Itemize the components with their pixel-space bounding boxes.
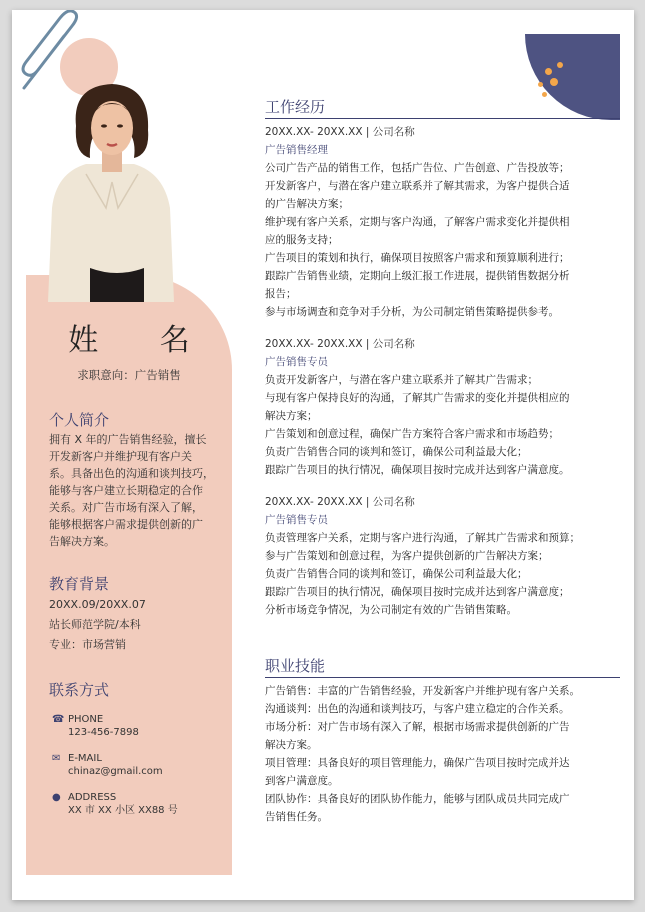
contact-value: 123-456-7898 xyxy=(68,727,139,738)
job-line: 跟踪广告项目的执行情况，确保项目按时完成并达到客户满意度； xyxy=(265,586,570,598)
job-period: 20XX.XX- 20XX.XX | 公司名称 xyxy=(265,126,415,138)
skills-section xyxy=(265,655,620,826)
job-line: 的广告解决方案； xyxy=(265,198,349,210)
skill-line: 广告销售：丰富的广告销售经验，开发新客户并维护现有客户关系。 xyxy=(265,685,580,697)
job-entry xyxy=(265,335,620,479)
job-line: 负责广告销售合同的谈判和签订，确保公司利益最大化； xyxy=(265,568,528,580)
job-line: 跟踪广告销售业绩，定期向上级汇报工作进展，提供销售数据分析 xyxy=(265,270,570,282)
work-title: 工作经历 xyxy=(265,96,620,119)
contact-value: chinaz@gmail.com xyxy=(68,766,163,777)
job-line: 解决方案； xyxy=(265,410,318,422)
job-line: 应的服务支持； xyxy=(265,234,339,246)
skill-line: 沟通谈判：出色的沟通和谈判技巧，与客户建立稳定的合作关系。 xyxy=(265,703,570,715)
job-line: 跟踪广告项目的执行情况，确保项目按时完成并达到客户满意度。 xyxy=(265,464,570,476)
job-line: 负责管理客户关系，定期与客户进行沟通，了解其广告需求和预算； xyxy=(265,532,580,544)
intro-text xyxy=(49,431,217,550)
job-role: 广告销售经理 xyxy=(265,144,328,156)
resume-page xyxy=(12,10,634,900)
work-experience-section xyxy=(265,96,620,619)
job-line: 参与市场调查和竞争对手分析，为公司制定销售策略提供参考。 xyxy=(265,306,559,318)
intro-title: 个人简介 xyxy=(49,411,110,429)
skill-line: 项目管理：具备良好的项目管理能力，确保广告项目按时完成并达 xyxy=(265,757,570,769)
job-entry xyxy=(265,123,620,321)
location-pin-icon: ● xyxy=(52,792,61,803)
decorative-dot xyxy=(538,82,543,87)
paperclip-icon xyxy=(16,10,86,94)
decorative-dot xyxy=(557,62,563,68)
job-line: 负责开发新客户，与潜在客户建立联系并了解其广告需求； xyxy=(265,374,538,386)
intro-line: 告解决方案。 xyxy=(49,535,115,548)
job-line: 参与广告策划和创意过程，为客户提供创新的广告解决方案； xyxy=(265,550,549,562)
education-line: 20XX.09/20XX.07 xyxy=(49,598,146,611)
job-entry xyxy=(265,493,620,619)
job-line: 开发新客户，与潜在客户建立联系并了解其需求，为客户提供合适 xyxy=(265,180,570,192)
education-title: 教育背景 xyxy=(49,575,110,593)
skill-line: 团队协作：具备良好的团队协作能力，能够与团队成员共同完成广 xyxy=(265,793,570,805)
contact-address xyxy=(52,791,222,817)
decorative-dot xyxy=(545,68,552,75)
job-role: 广告销售专员 xyxy=(265,514,328,526)
job-line: 分析市场竞争情况，为公司制定有效的广告销售策略。 xyxy=(265,604,517,616)
skill-line: 到客户满意度。 xyxy=(265,775,339,787)
job-line: 广告项目的策划和执行，确保项目按照客户需求和预算顺利进行； xyxy=(265,252,570,264)
job-intent: 求职意向：广告销售 xyxy=(77,368,181,382)
education-text xyxy=(49,595,217,655)
job-line: 与现有客户保持良好的沟通，了解其广告需求的变化并提供相应的 xyxy=(265,392,570,404)
job-role: 广告销售专员 xyxy=(265,356,328,368)
intro-line: 能够根据客户需求提供创新的广 xyxy=(49,518,203,531)
skills-title: 职业技能 xyxy=(265,655,620,678)
intro-line: 开发新客户并维护现有客户关 xyxy=(49,450,192,463)
skill-line: 解决方案。 xyxy=(265,739,318,751)
intro-line: 能够与客户建立长期稳定的合作 xyxy=(49,484,203,497)
job-line: 公司广告产品的销售工作，包括广告位、广告创意、广告投放等； xyxy=(265,162,570,174)
phone-icon: ☎ xyxy=(52,714,65,725)
job-line: 负责广告销售合同的谈判和签订，确保公司利益最大化； xyxy=(265,446,528,458)
education-line: 专业：市场营销 xyxy=(49,638,126,651)
job-period: 20XX.XX- 20XX.XX | 公司名称 xyxy=(265,338,415,350)
education-line: 站长师范学院/本科 xyxy=(49,618,141,631)
candidate-name: 姓 名 xyxy=(68,323,216,358)
contact-label: ADDRESS xyxy=(68,792,117,803)
job-line: 报告； xyxy=(265,288,297,300)
skill-line: 告销售任务。 xyxy=(265,811,328,823)
contact-title: 联系方式 xyxy=(49,681,110,699)
intro-line: 关系。对广告市场有深入了解， xyxy=(49,501,203,514)
intro-line: 系。具备出色的沟通和谈判技巧， xyxy=(49,467,214,480)
contact-label: PHONE xyxy=(68,714,104,725)
job-line: 广告策划和创意过程，确保广告方案符合客户需求和市场趋势； xyxy=(265,428,559,440)
intro-line: 拥有 X 年的广告销售经验，擅长 xyxy=(49,433,207,446)
contact-phone xyxy=(52,713,222,739)
job-period: 20XX.XX- 20XX.XX | 公司名称 xyxy=(265,496,415,508)
contact-value: XX 市 XX 小区 XX88 号 xyxy=(68,805,178,816)
skill-line: 市场分析：对广告市场有深入了解，根据市场需求提供创新的广告 xyxy=(265,721,570,733)
email-icon: ✉ xyxy=(52,753,61,764)
contact-label: E-MAIL xyxy=(68,753,102,764)
contact-email xyxy=(52,752,222,778)
decorative-dot xyxy=(550,78,558,86)
profile-photo xyxy=(46,78,176,302)
job-line: 维护现有客户关系，定期与客户沟通，了解客户需求变化并提供相 xyxy=(265,216,570,228)
